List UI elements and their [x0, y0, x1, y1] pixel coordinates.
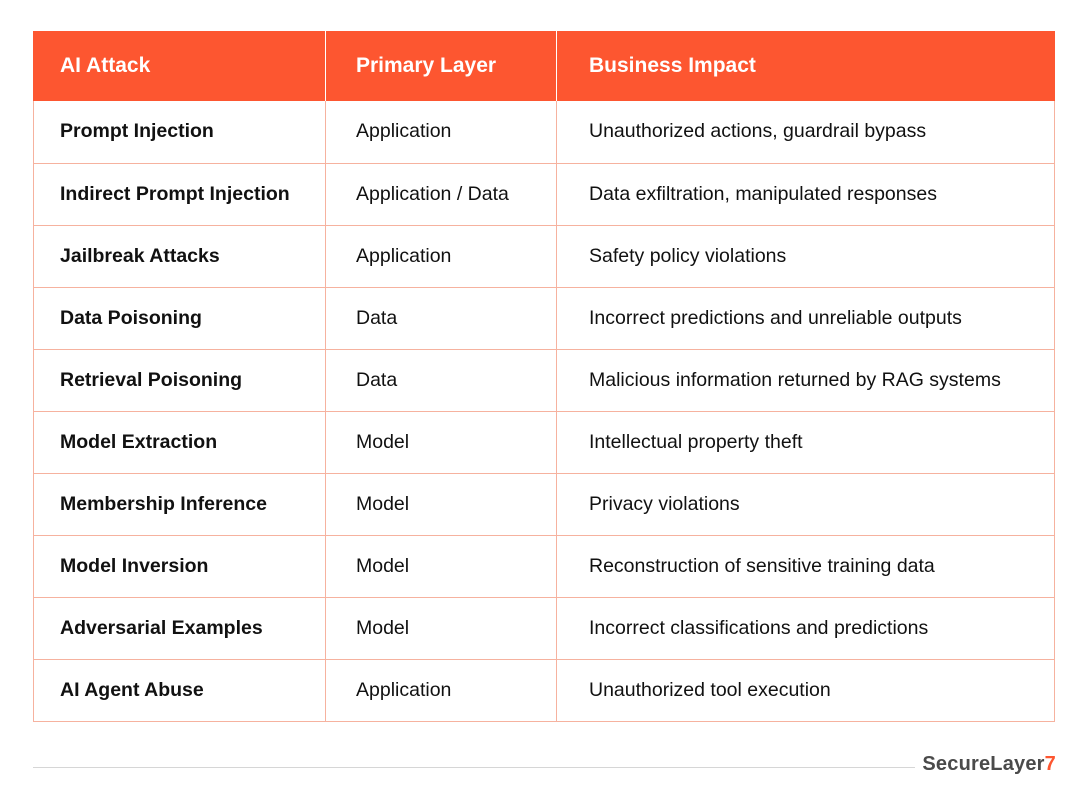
cell-impact: Incorrect classifications and predictions [557, 597, 1055, 659]
cell-impact: Incorrect predictions and unreliable outputs [557, 287, 1055, 349]
table-row [34, 597, 1055, 659]
cell-attack: Retrieval Poisoning [34, 349, 326, 411]
header-row [34, 31, 1055, 101]
cell-impact: Unauthorized actions, guardrail bypass [557, 101, 1055, 163]
cell-impact: Intellectual property theft [557, 411, 1055, 473]
table-row [34, 349, 1055, 411]
cell-layer: Data [326, 349, 557, 411]
cell-impact: Unauthorized tool execution [557, 659, 1055, 721]
table-row [34, 101, 1055, 163]
cell-attack: Data Poisoning [34, 287, 326, 349]
attack-table [33, 31, 1055, 722]
cell-layer: Model [326, 473, 557, 535]
header-business-impact: Business Impact [557, 31, 1055, 101]
cell-impact: Malicious information returned by RAG systems [557, 349, 1055, 411]
cell-attack: Indirect Prompt Injection [34, 163, 326, 225]
table-row [34, 535, 1055, 597]
cell-attack: Model Inversion [34, 535, 326, 597]
cell-layer: Model [326, 411, 557, 473]
table-row [34, 287, 1055, 349]
cell-attack: Adversarial Examples [34, 597, 326, 659]
cell-layer: Application [326, 659, 557, 721]
cell-attack: AI Agent Abuse [34, 659, 326, 721]
cell-layer: Application [326, 101, 557, 163]
cell-layer: Application / Data [326, 163, 557, 225]
cell-layer: Application [326, 225, 557, 287]
brand-number: 7 [1044, 753, 1056, 775]
cell-attack: Membership Inference [34, 473, 326, 535]
cell-layer: Model [326, 597, 557, 659]
header-ai-attack: AI Attack [34, 31, 326, 101]
table-header [34, 31, 1055, 101]
cell-attack: Jailbreak Attacks [34, 225, 326, 287]
cell-impact: Safety policy violations [557, 225, 1055, 287]
cell-layer: Model [326, 535, 557, 597]
cell-attack: Prompt Injection [34, 101, 326, 163]
attack-table-container [33, 31, 1054, 722]
cell-impact: Privacy violations [557, 473, 1055, 535]
table-row [34, 411, 1055, 473]
table-row [34, 659, 1055, 721]
cell-layer: Data [326, 287, 557, 349]
footer-divider [33, 767, 915, 768]
table-body [34, 101, 1055, 721]
table-row [34, 163, 1055, 225]
cell-impact: Data exfiltration, manipulated responses [557, 163, 1055, 225]
brand-name: SecureLayer [922, 753, 1045, 775]
table-row [34, 225, 1055, 287]
brand-logo [922, 753, 1056, 776]
table-row [34, 473, 1055, 535]
cell-impact: Reconstruction of sensitive training data [557, 535, 1055, 597]
header-primary-layer: Primary Layer [326, 31, 557, 101]
cell-attack: Model Extraction [34, 411, 326, 473]
